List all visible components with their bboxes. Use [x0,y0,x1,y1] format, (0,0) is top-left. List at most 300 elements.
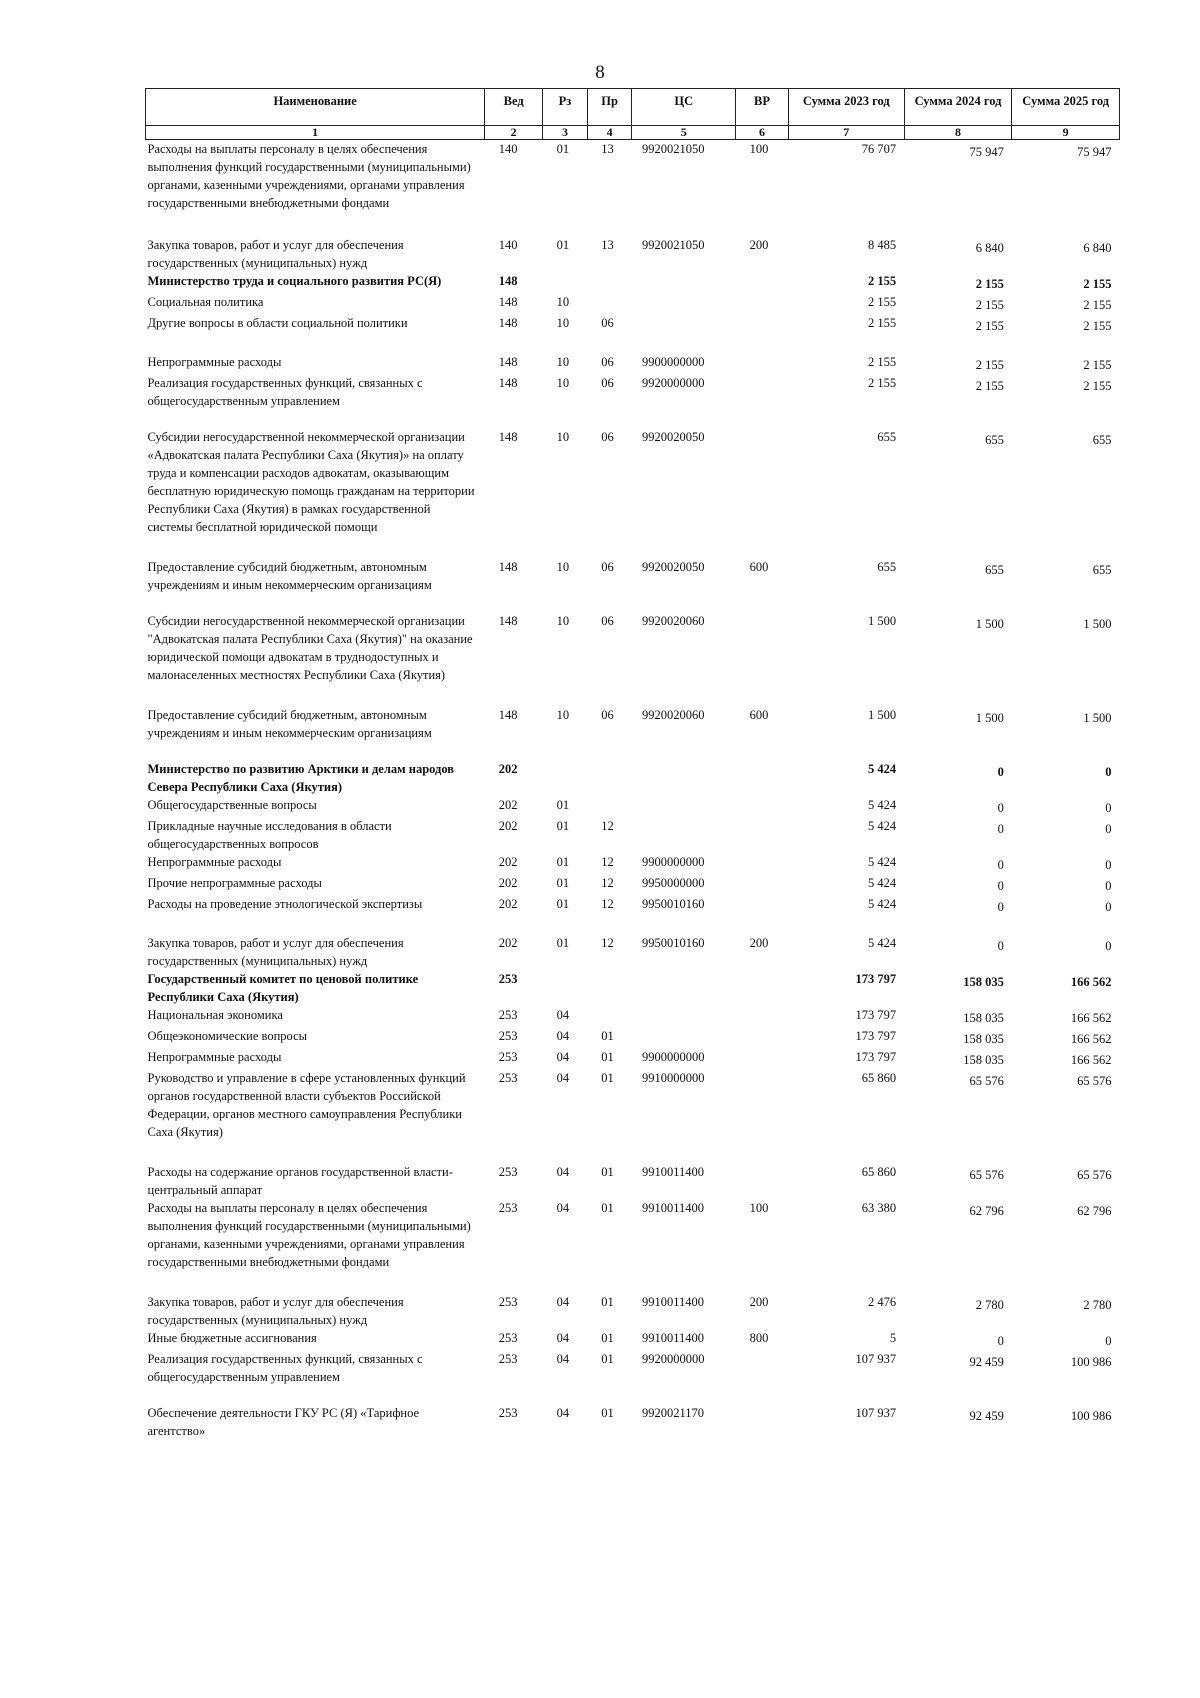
vr-cell [736,428,789,558]
ved-cell: 253 [498,1008,518,1022]
rz-cell: 04 [556,1331,570,1345]
column-header-rz: Рз [543,89,588,126]
rz-cell: 10 [556,316,570,330]
rz-cell: 04 [556,1406,570,1420]
vr-cell [736,374,789,428]
sum-2025-cell: 6 840 [1083,241,1112,255]
table-row [146,796,1120,817]
vr-cell: 100 [749,142,769,156]
column-number-row [146,126,1120,140]
sum-2024-cell: 0 [997,822,1004,836]
sum-2023-cell: 655 [877,430,897,444]
row-name-cell: Субсидии негосударственной некоммерческой организации "Адвокатская палата Республики Саха (Якутия)" на оказание юридической помощи адвокатам в труднодоступных и малонаселенных местностях Республики Саха (Якутия) [147,614,473,682]
table-row [146,1404,1120,1440]
row-name-cell: Обеспечение деятельности ГКУ РС (Я) «Тарифное агентство» [147,1406,420,1438]
vr-cell: 600 [749,560,769,574]
row-name-cell: Закупка товаров, работ и услуг для обеспечения государственных (муниципальных) нужд [147,238,404,270]
pr-cell: 12 [601,936,614,950]
cs-cell: 9920000000 [641,376,705,390]
rz-cell [543,760,588,796]
pr-cell: 01 [601,1165,614,1179]
pr-cell: 12 [601,855,614,869]
row-name-cell: Общеэкономические вопросы [147,1029,308,1043]
sum-2024-cell: 62 796 [969,1204,1004,1218]
vr-cell [736,817,789,853]
column-header-name: Наименование [146,89,485,126]
vr-cell [736,1404,789,1440]
row-name-cell: Предоставление субсидий бюджетным, автономным учреждениям и иным некоммерческим организациям [147,560,432,592]
ved-cell: 148 [498,708,518,722]
cs-cell: 9920020060 [641,614,705,628]
row-name-cell: Субсидии негосударственной некоммерческой организации «Адвокатская палата Республики Саха (Якутия)» на оплату труда и компенсации расходов адвокатам, оказывающим бесплатную юридическую помощь гражданам на территории Республики Саха (Якутия) в рамках государственной системы бесплатной юридической помощи [147,430,475,534]
ved-cell: 253 [498,1352,518,1366]
vr-cell [736,1006,789,1027]
cs-cell: 9920021050 [641,238,705,252]
sum-2024-cell: 1 500 [975,617,1004,631]
rz-cell: 10 [556,355,570,369]
column-number: 4 [587,126,632,140]
pr-cell: 01 [601,1352,614,1366]
sum-2023-cell: 1 500 [868,614,897,628]
pr-cell [587,760,632,796]
vr-cell [736,1027,789,1048]
vr-cell [736,970,789,1006]
pr-cell: 06 [601,430,614,444]
sum-2025-cell: 0 [1105,822,1112,836]
rz-cell: 01 [556,798,570,812]
column-header-sum-2024: Сумма 2024 год [904,89,1012,126]
sum-2025-cell: 62 796 [1077,1204,1112,1218]
pr-cell [587,293,632,314]
cs-cell [632,817,736,853]
ved-cell: 253 [498,1050,518,1064]
table-row [146,1350,1120,1404]
ved-cell: 253 [498,1201,518,1215]
ved-cell: 148 [498,316,518,330]
pr-cell: 13 [601,238,614,252]
cs-cell: 9910011400 [641,1201,705,1215]
sum-2024-cell: 0 [997,939,1004,953]
vr-cell [736,895,789,934]
sum-2023-cell: 5 424 [868,798,897,812]
table-row [146,558,1120,612]
cs-cell: 9920021050 [641,142,705,156]
ved-cell: 202 [498,876,518,890]
rz-cell: 01 [556,897,570,911]
rz-cell: 01 [556,819,570,833]
rz-cell: 10 [556,560,570,574]
sum-2023-cell: 76 707 [861,142,897,156]
rz-cell: 01 [556,936,570,950]
sum-2023-cell: 1 500 [868,708,897,722]
sum-2023-cell: 655 [877,560,897,574]
column-number: 2 [485,126,543,140]
row-name-cell: Расходы на содержание органов государственной власти- центральный аппарат [147,1165,453,1197]
cs-cell: 9920021170 [641,1406,705,1420]
ved-cell: 148 [498,430,518,444]
column-header-sum-2025: Сумма 2025 год [1012,89,1120,126]
table-row [146,1293,1120,1329]
ved-cell: 253 [498,1029,518,1043]
cs-cell [632,1006,736,1027]
vr-cell: 600 [749,708,769,722]
cs-cell: 9910000000 [641,1071,705,1085]
row-name-cell: Реализация государственных функций, связанных с общегосударственным управлением [147,1352,423,1384]
column-number: 1 [146,126,485,140]
sum-2024-cell: 655 [985,433,1004,447]
vr-cell [736,853,789,874]
pr-cell: 01 [601,1050,614,1064]
row-name-cell: Министерство по развитию Арктики и делам народов Севера Республики Саха (Якутия) [147,762,455,794]
vr-cell: 200 [749,936,769,950]
sum-2024-cell: 0 [997,900,1004,914]
cs-cell: 9910011400 [641,1331,705,1345]
table-row [146,1069,1120,1163]
table-row [146,293,1120,314]
sum-2025-cell: 100 986 [1070,1355,1112,1369]
rz-cell: 04 [556,1071,570,1085]
table-row [146,970,1120,1006]
column-number: 9 [1012,126,1120,140]
sum-2023-cell: 5 [889,1331,897,1345]
vr-cell [736,1069,789,1163]
sum-2025-cell: 1 500 [1083,711,1112,725]
budget-table [145,88,1120,1440]
table-row [146,314,1120,353]
vr-cell [736,1350,789,1404]
table-row [146,1048,1120,1069]
sum-2025-cell: 1 500 [1083,617,1112,631]
vr-cell: 200 [749,238,769,252]
ved-cell: 202 [498,798,518,812]
cs-cell [632,272,736,293]
cs-cell: 9910011400 [641,1295,705,1309]
row-name-cell: Непрограммные расходы [147,355,282,369]
row-name-cell: Прочие непрограммные расходы [147,876,322,890]
ved-cell: 202 [498,936,518,950]
sum-2025-cell: 2 155 [1083,319,1112,333]
pr-cell: 01 [601,1331,614,1345]
pr-cell: 06 [601,376,614,390]
sum-2023-cell: 173 797 [855,972,897,986]
sum-2023-cell: 65 860 [861,1071,897,1085]
column-header-vr: ВР [736,89,789,126]
pr-cell: 12 [601,819,614,833]
sum-2025-cell: 0 [1105,879,1112,893]
row-name-cell: Закупка товаров, работ и услуг для обеспечения государственных (муниципальных) нужд [147,936,404,968]
rz-cell: 10 [556,430,570,444]
ved-cell: 202 [498,855,518,869]
sum-2024-cell: 158 035 [963,1032,1004,1046]
sum-2023-cell: 2 476 [868,1295,897,1309]
pr-cell: 12 [601,876,614,890]
sum-2025-cell: 655 [1092,563,1112,577]
sum-2023-cell: 5 424 [868,762,897,776]
ved-cell: 253 [498,1165,518,1179]
sum-2024-cell: 0 [997,1334,1004,1348]
sum-2023-cell: 2 155 [868,295,897,309]
pr-cell [587,1006,632,1027]
column-number: 8 [904,126,1012,140]
table-row [146,706,1120,760]
rz-cell: 04 [556,1165,570,1179]
sum-2025-cell: 2 155 [1083,298,1112,312]
ved-cell: 202 [498,762,518,776]
table-row [146,817,1120,853]
column-number: 5 [632,126,736,140]
ved-cell: 148 [498,376,518,390]
pr-cell [587,970,632,1006]
rz-cell: 01 [556,876,570,890]
sum-2023-cell: 173 797 [855,1008,897,1022]
sum-2023-cell: 107 937 [855,1406,897,1420]
rz-cell: 01 [556,855,570,869]
rz-cell: 04 [556,1029,570,1043]
sum-2023-cell: 63 380 [861,1201,897,1215]
cs-cell: 9900000000 [641,355,705,369]
sum-2024-cell: 158 035 [963,975,1004,989]
sum-2024-cell: 0 [997,879,1004,893]
row-name-cell: Социальная политика [147,295,264,309]
page-number: 8 [595,62,605,83]
vr-cell [736,1163,789,1199]
sum-2025-cell: 100 986 [1070,1409,1112,1423]
row-name-cell: Расходы на выплаты персоналу в целях обеспечения выполнения функций государственными (муниципальными) органами, казенными учреждениями, органами управления государственными внебюджетными фондами [147,1201,471,1269]
rz-cell: 10 [556,376,570,390]
table-row [146,428,1120,558]
sum-2025-cell: 65 576 [1077,1074,1112,1088]
sum-2023-cell: 2 155 [868,316,897,330]
rz-cell: 04 [556,1352,570,1366]
row-name-cell: Министерство труда и социального развития РС(Я) [147,274,442,288]
row-name-cell: Расходы на выплаты персоналу в целях обеспечения выполнения функций государственными (муниципальными) органами, казенными учреждениями, органами управления государственными внебюджетными фондами [147,142,471,210]
column-header-pr: Пр [587,89,632,126]
cs-cell [632,796,736,817]
sum-2024-cell: 0 [997,765,1004,779]
sum-2023-cell: 5 424 [868,876,897,890]
ved-cell: 148 [498,274,518,288]
rz-cell: 04 [556,1050,570,1064]
table-row [146,1199,1120,1293]
sum-2024-cell: 2 780 [975,1298,1004,1312]
rz-cell [543,272,588,293]
pr-cell: 01 [601,1071,614,1085]
sum-2024-cell: 65 576 [969,1168,1004,1182]
row-name-cell: Предоставление субсидий бюджетным, автономным учреждениям и иным некоммерческим организациям [147,708,432,740]
ved-cell: 253 [498,972,518,986]
sum-2025-cell: 166 562 [1070,975,1112,989]
pr-cell: 12 [601,897,614,911]
sum-2023-cell: 65 860 [861,1165,897,1179]
sum-2025-cell: 0 [1105,801,1112,815]
row-name-cell: Прикладные научные исследования в области общегосударственных вопросов [147,819,392,851]
column-number: 3 [543,126,588,140]
cs-cell [632,1027,736,1048]
sum-2024-cell: 2 155 [975,298,1004,312]
rz-cell: 10 [556,708,570,722]
table-row [146,1329,1120,1350]
row-name-cell: Руководство и управление в сфере установленных функций органов государственной власти субъектов Российской Федерации, органов местного самоуправления Республики Саха (Якутия) [147,1071,466,1139]
cs-cell [632,760,736,796]
row-name-cell: Расходы на проведение этнологической экспертизы [147,897,423,911]
row-name-cell: Государственный комитет по ценовой политике Республики Саха (Якутия) [147,972,419,1004]
sum-2023-cell: 2 155 [868,355,897,369]
sum-2023-cell: 2 155 [868,376,897,390]
sum-2023-cell: 5 424 [868,897,897,911]
rz-cell: 01 [556,142,570,156]
sum-2024-cell: 0 [997,858,1004,872]
cs-cell: 9900000000 [641,855,705,869]
cs-cell: 9920020050 [641,560,705,574]
vr-cell [736,874,789,895]
row-name-cell: Другие вопросы в области социальной политики [147,316,408,330]
sum-2025-cell: 0 [1105,858,1112,872]
pr-cell: 06 [601,708,614,722]
sum-2025-cell: 65 576 [1077,1168,1112,1182]
sum-2025-cell: 2 780 [1083,1298,1112,1312]
ved-cell: 202 [498,897,518,911]
table-row [146,374,1120,428]
sum-2024-cell: 75 947 [969,145,1004,159]
vr-cell: 200 [749,1295,769,1309]
ved-cell: 253 [498,1295,518,1309]
sum-2024-cell: 2 155 [975,277,1004,291]
cs-cell: 9920020060 [641,708,705,722]
ved-cell: 202 [498,819,518,833]
sum-2025-cell: 0 [1105,900,1112,914]
table-row [146,1163,1120,1199]
table-row [146,612,1120,706]
sum-2024-cell: 92 459 [969,1409,1004,1423]
ved-cell: 253 [498,1071,518,1085]
pr-cell [587,796,632,817]
sum-2025-cell: 75 947 [1077,145,1112,159]
table-row [146,895,1120,934]
pr-cell: 06 [601,316,614,330]
rz-cell: 10 [556,295,570,309]
sum-2025-cell: 2 155 [1083,358,1112,372]
vr-cell [736,1048,789,1069]
table-row [146,272,1120,293]
rz-cell: 10 [556,614,570,628]
sum-2024-cell: 158 035 [963,1053,1004,1067]
rz-cell [543,970,588,1006]
sum-2023-cell: 5 424 [868,819,897,833]
vr-cell: 100 [749,1201,769,1215]
column-number: 6 [736,126,789,140]
sum-2023-cell: 8 485 [868,238,897,252]
sum-2024-cell: 92 459 [969,1355,1004,1369]
column-number: 7 [788,126,904,140]
pr-cell: 01 [601,1295,614,1309]
sum-2025-cell: 166 562 [1070,1032,1112,1046]
cs-cell: 9900000000 [641,1050,705,1064]
table-row [146,353,1120,374]
ved-cell: 140 [498,238,518,252]
pr-cell: 13 [601,142,614,156]
rz-cell: 04 [556,1008,570,1022]
sum-2025-cell: 166 562 [1070,1011,1112,1025]
cs-cell: 9910011400 [641,1165,705,1179]
vr-cell [736,272,789,293]
pr-cell: 06 [601,355,614,369]
cs-cell: 9920020050 [641,430,705,444]
cs-cell [632,970,736,1006]
header-row [146,89,1120,126]
row-name-cell: Иные бюджетные ассигнования [147,1331,317,1345]
vr-cell [736,293,789,314]
sum-2023-cell: 173 797 [855,1029,897,1043]
vr-cell [736,796,789,817]
table-row [146,934,1120,970]
table-row [146,853,1120,874]
column-header-cs: ЦС [632,89,736,126]
sum-2024-cell: 6 840 [975,241,1004,255]
rz-cell: 01 [556,238,570,252]
sum-2025-cell: 0 [1105,939,1112,953]
table-row [146,1006,1120,1027]
ved-cell: 148 [498,614,518,628]
sum-2024-cell: 2 155 [975,379,1004,393]
rz-cell: 04 [556,1295,570,1309]
ved-cell: 253 [498,1331,518,1345]
ved-cell: 253 [498,1406,518,1420]
sum-2023-cell: 5 424 [868,855,897,869]
sum-2023-cell: 2 155 [868,274,897,288]
sum-2025-cell: 2 155 [1083,277,1112,291]
cs-cell [632,293,736,314]
table-row [146,760,1120,796]
column-header-ved: Вед [485,89,543,126]
ved-cell: 148 [498,295,518,309]
pr-cell [587,272,632,293]
vr-cell [736,760,789,796]
row-name-cell: Реализация государственных функций, связанных с общегосударственным управлением [147,376,423,408]
row-name-cell: Общегосударственные вопросы [147,798,317,812]
ved-cell: 140 [498,142,518,156]
table-row [146,874,1120,895]
pr-cell: 06 [601,560,614,574]
column-header-sum-2023: Сумма 2023 год [788,89,904,126]
table-row [146,236,1120,272]
ved-cell: 148 [498,560,518,574]
sum-2025-cell: 166 562 [1070,1053,1112,1067]
table-row [146,1027,1120,1048]
cs-cell: 9950010160 [641,897,705,911]
sum-2023-cell: 173 797 [855,1050,897,1064]
pr-cell: 06 [601,614,614,628]
table-row [146,140,1120,237]
sum-2025-cell: 2 155 [1083,379,1112,393]
pr-cell: 01 [601,1406,614,1420]
vr-cell [736,612,789,706]
sum-2023-cell: 5 424 [868,936,897,950]
cs-cell: 9950010160 [641,936,705,950]
sum-2025-cell: 0 [1105,765,1112,779]
sum-2024-cell: 0 [997,801,1004,815]
sum-2024-cell: 1 500 [975,711,1004,725]
sum-2024-cell: 158 035 [963,1011,1004,1025]
pr-cell: 01 [601,1201,614,1215]
cs-cell: 9950000000 [641,876,705,890]
sum-2024-cell: 2 155 [975,358,1004,372]
rz-cell: 04 [556,1201,570,1215]
vr-cell [736,353,789,374]
cs-cell [632,314,736,353]
sum-2025-cell: 655 [1092,433,1112,447]
sum-2023-cell: 107 937 [855,1352,897,1366]
vr-cell: 800 [749,1331,769,1345]
